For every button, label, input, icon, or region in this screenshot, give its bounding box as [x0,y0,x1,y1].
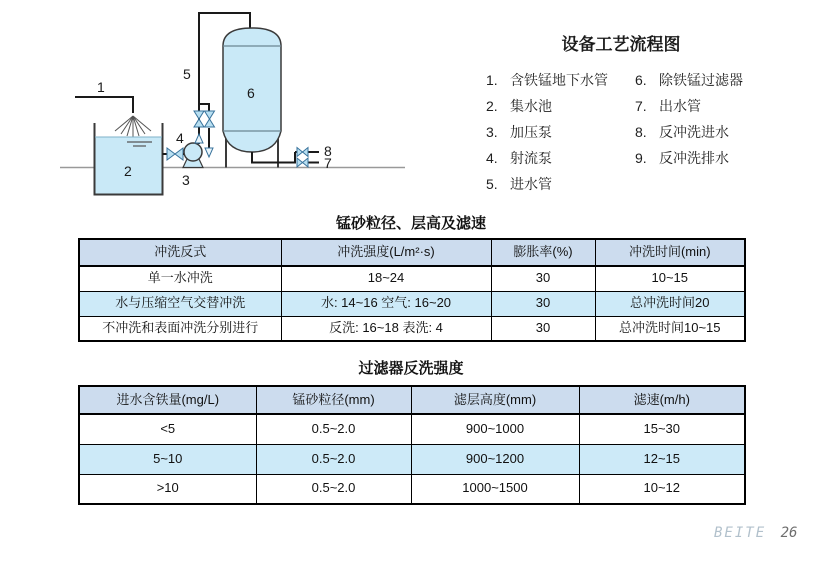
table1-cell: 30 [491,291,595,316]
legend-item-1: 1. 含铁锰地下水管 [486,72,608,88]
table1-cell: 反洗: 16~18 表洗: 4 [281,316,491,341]
legend-item-6: 6. 除铁锰过滤器 [635,72,743,88]
diagram-label-8: 8 [324,143,332,159]
table2-header-cell: 进水含铁量(mg/L) [79,386,256,414]
footer-brand: BEITE [714,525,767,541]
filter-backwash-table [78,385,746,505]
table1-row [79,291,745,316]
table2-row [79,444,745,474]
process-flow-diagram [55,0,415,205]
legend-item-2: 2. 集水池 [486,98,552,114]
legend-item-4: 4. 射流泵 [486,150,552,166]
backwash-mode-table [78,238,746,342]
table1-cell: 单一水冲洗 [79,266,281,291]
inlet-pipe [75,97,133,113]
table2-row [79,474,745,504]
table1-cell: 30 [491,316,595,341]
legend-item-5: 5. 进水管 [486,176,552,192]
suction-valve [167,148,183,160]
table2-cell: 0.5~2.0 [256,414,411,444]
legend-item-9: 9. 反冲洗排水 [635,150,729,166]
diagram-label-5: 5 [183,66,191,82]
legend [472,30,782,197]
page-footer [714,525,797,541]
diagram-label-6: 6 [247,85,255,101]
table2-header-cell: 锰砂粒径(mm) [256,386,411,414]
legend-item-7: 7. 出水管 [635,98,701,114]
table2-cell: 5~10 [79,444,256,474]
table2-cell: 15~30 [579,414,745,444]
table1-title: 锰砂粒径、层高及滤速 [335,215,486,232]
table1-cell: 18~24 [281,266,491,291]
table2-cell: 10~12 [579,474,745,504]
footer-page-number: 26 [780,525,798,541]
outlet-valve [297,158,308,167]
legend-title: 设备工艺流程图 [561,35,681,54]
table1-header-cell: 冲洗反式 [79,239,281,266]
table2-title: 过滤器反洗强度 [358,360,464,377]
table2-cell: 1000~1500 [411,474,579,504]
table1-cell: 总冲洗时间10~15 [595,316,745,341]
table2-cell: 12~15 [579,444,745,474]
table2-cell: 0.5~2.0 [256,474,411,504]
diagram-label-3: 3 [182,172,190,188]
drain-valve [205,111,215,127]
table2-cell: <5 [79,414,256,444]
diagram-label-4: 4 [176,130,184,146]
table1-cell: 10~15 [595,266,745,291]
backwash-valve [297,148,308,157]
pump-body [184,143,202,161]
diagram-label-1: 1 [97,79,105,95]
table2-cell: 900~1200 [411,444,579,474]
legend-item-8: 8. 反冲洗进水 [635,124,729,140]
riser-valve [194,111,204,127]
table1-row [79,316,745,341]
table2-cell: >10 [79,474,256,504]
table1-cell: 不冲洗和表面冲洗分别进行 [79,316,281,341]
table1-cell: 水与压缩空气交替冲洗 [79,291,281,316]
table1-header-row [79,239,745,266]
table1-cell: 30 [491,266,595,291]
diagram-label-7: 7 [324,155,332,171]
table2-cell: 900~1000 [411,414,579,444]
table2-header-row [79,386,745,414]
spray-lines [115,116,151,137]
table2-row [79,414,745,444]
table1-cell: 水: 14~16 空气: 16~20 [281,291,491,316]
table1-header-cell: 膨胀率(%) [491,239,595,266]
table1-row [79,266,745,291]
table1-header-cell: 冲洗时间(min) [595,239,745,266]
table2-cell: 0.5~2.0 [256,444,411,474]
legend-list [472,67,782,197]
legend-item-3: 3. 加压泵 [486,124,552,140]
up-flow-arrow [195,134,203,143]
table2-header-cell: 滤层高度(mm) [411,386,579,414]
drain-branch-pipe [199,104,209,111]
down-flow-arrow [205,148,213,157]
outlet-pipe [252,152,296,163]
diagram-label-2: 2 [124,163,132,179]
table1-header-cell: 冲洗强度(L/m²·s) [281,239,491,266]
table2-header-cell: 滤速(m/h) [579,386,745,414]
table1-cell: 总冲洗时间20 [595,291,745,316]
